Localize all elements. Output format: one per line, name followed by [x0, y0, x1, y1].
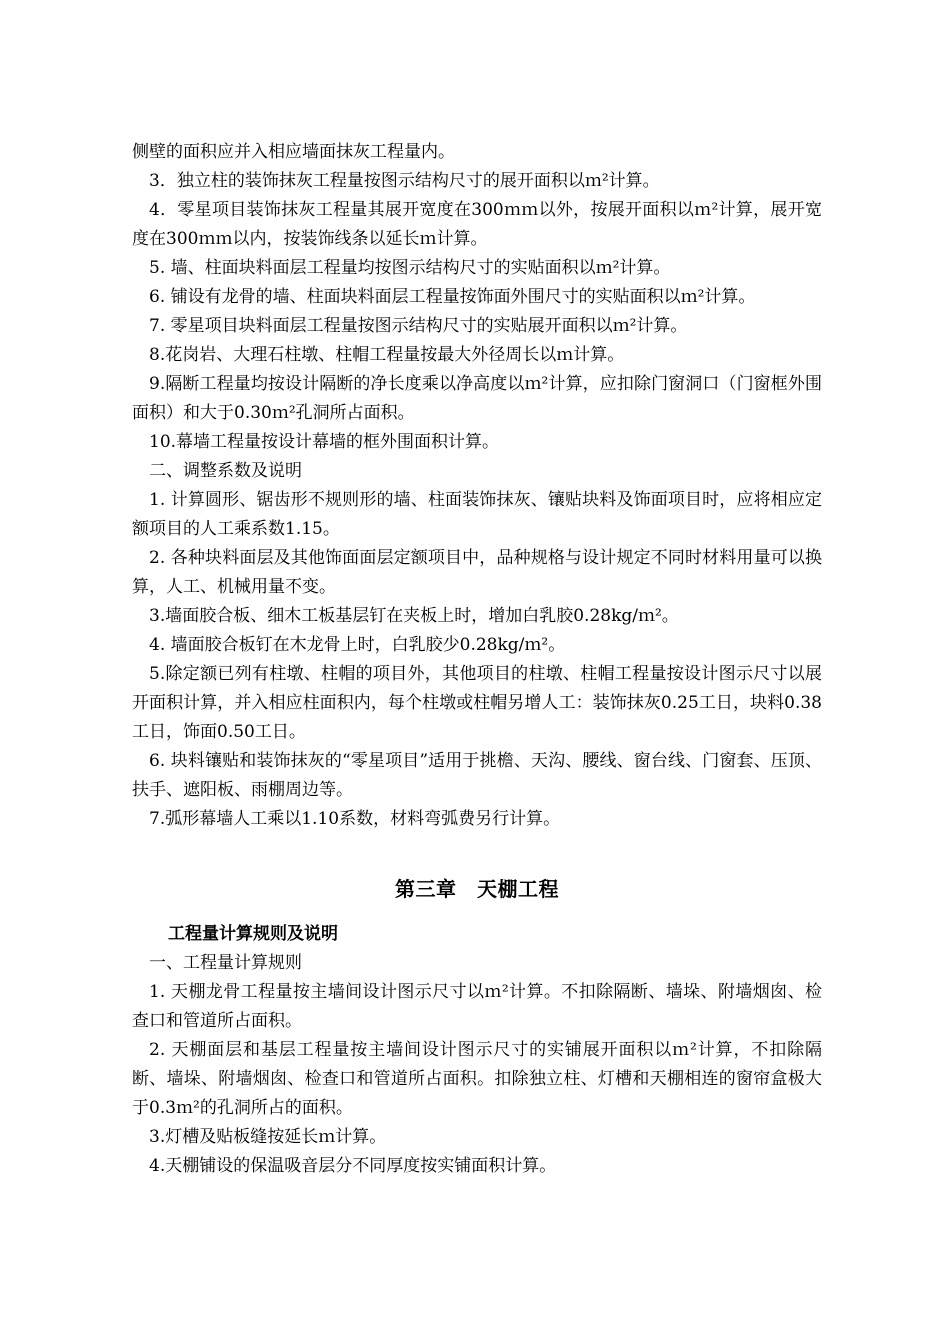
- paragraph: 2. 各种块料面层及其他饰面面层定额项目中，品种规格与设计规定不同时材料用量可以换算，人工、机械用量不变。: [132, 548, 822, 597]
- paragraph: 10.幕墙工程量按设计幕墙的框外围面积计算。: [149, 432, 500, 452]
- document-page: [132, 138, 822, 1181]
- chapter-subtitle: 工程量计算规则及说明: [168, 924, 338, 944]
- paragraph: 5. 墙、柱面块料面层工程量均按图示结构尺寸的实贴面积以ｍ²计算。: [149, 258, 671, 278]
- paragraph: 6. 块料镶贴和装饰抹灰的“零星项目”适用于挑檐、天沟、腰线、窗台线、门窗套、压顶、扶手、遮阳板、雨棚周边等。: [132, 751, 822, 800]
- paragraph: 3.墙面胶合板、细木工板基层钉在夹板上时，增加白乳胶0.28kg/ｍ²。: [149, 606, 679, 626]
- paragraph: 4.天棚铺设的保温吸音层分不同厚度按实铺面积计算。: [149, 1156, 557, 1176]
- paragraph: 7. 零星项目块料面层工程量按图示结构尺寸的实贴展开面积以ｍ²计算。: [149, 316, 688, 336]
- paragraph: 1. 天棚龙骨工程量按主墙间设计图示尺寸以ｍ²计算。不扣除隔断、墙垛、附墙烟囱、检查口和管道所占面积。: [132, 982, 822, 1031]
- section-heading: 一、工程量计算规则: [149, 953, 302, 973]
- paragraph: 2. 天棚面层和基层工程量按主墙间设计图示尺寸的实铺展开面积以ｍ²计算，不扣除隔断、墙垛、附墙烟囱、检查口和管道所占面积。扣除独立柱、灯槽和天棚相连的窗帘盒极大于0.3ｍ²的孔洞所占的面积。: [132, 1040, 822, 1118]
- paragraph: 9.隔断工程量均按设计隔断的净长度乘以净高度以ｍ²计算，应扣除门窗洞口（门窗框外围面积）和大于0.30ｍ²孔洞所占面积。: [132, 374, 822, 423]
- paragraph: 6. 铺设有龙骨的墙、柱面块料面层工程量按饰面外围尺寸的实贴面积以ｍ²计算。: [149, 287, 756, 307]
- section-heading: 二、调整系数及说明: [149, 461, 302, 481]
- paragraph: 5.除定额已列有柱墩、柱帽的项目外，其他项目的柱墩、柱帽工程量按设计图示尺寸以展开面积计算，并入相应柱面积内，每个柱墩或柱帽另增人工：装饰抹灰0.25工日，块料0.38工日，饰面0.50工日。: [132, 664, 822, 742]
- paragraph: 侧壁的面积应并入相应墙面抹灰工程量内。: [132, 142, 455, 162]
- paragraph: 4. 墙面胶合板钉在木龙骨上时，白乳胶少0.28kg/ｍ²。: [149, 635, 566, 655]
- paragraph: 3.灯槽及贴板缝按延长ｍ计算。: [149, 1127, 387, 1147]
- paragraph: 3．独立柱的装饰抹灰工程量按图示结构尺寸的展开面积以ｍ²计算。: [149, 171, 660, 191]
- chapter-title: 第三章 天棚工程: [395, 877, 559, 901]
- paragraph: 4．零星项目装饰抹灰工程量其展开宽度在300ｍｍ以外，按展开面积以ｍ²计算，展开宽度在300ｍｍ以内，按装饰线条以延长ｍ计算。: [132, 200, 822, 249]
- paragraph: 7.弧形幕墙人工乘以1.10系数，材料弯弧费另行计算。: [149, 809, 561, 829]
- paragraph: 8.花岗岩、大理石柱墩、柱帽工程量按最大外径周长以ｍ计算。: [149, 345, 625, 365]
- paragraph: 1. 计算圆形、锯齿形不规则形的墙、柱面装饰抹灰、镶贴块料及饰面项目时，应将相应定额项目的人工乘系数1.15。: [132, 490, 822, 539]
